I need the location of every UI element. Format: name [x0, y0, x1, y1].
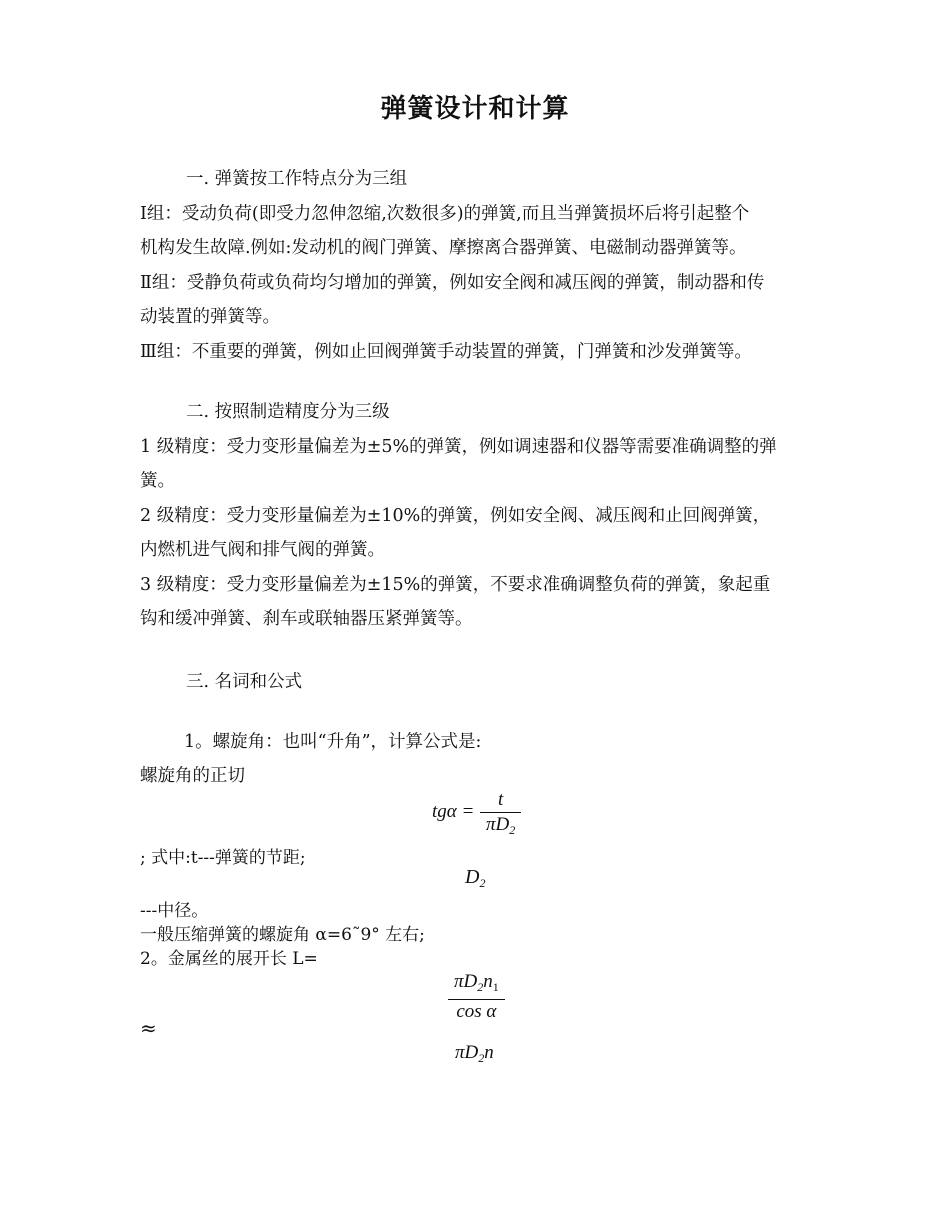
section2-heading: 二. 按照制造精度分为三级 [186, 402, 390, 422]
mean-diameter-description: ---中径。 [140, 901, 209, 921]
mean-diameter-symbol: $D_2$ [465, 866, 486, 890]
level2-text-line1: 2 级精度：受力变形量偏差为±10%的弹簧，例如安全阀、减压阀和止回阀弹簧， [140, 506, 771, 526]
level3-text-line1: 3 级精度：受力变形量偏差为±15%的弹簧，不要求准确调整负荷的弹簧，象起重 [140, 575, 771, 595]
section3-heading: 三. 名词和公式 [186, 672, 303, 692]
section1-heading: 一. 弹簧按工作特点分为三组 [186, 169, 408, 189]
equation2-denominator: cos α [456, 1001, 497, 1022]
tangent-label: 螺旋角的正切 [140, 766, 245, 786]
wire-length-item: 2。金属丝的展开长 L= [140, 949, 318, 969]
equation1-lhs: tgα = [432, 801, 475, 822]
level3-text-line2: 钩和缓冲弹簧、刹车或联轴器压紧弹簧等。 [140, 609, 473, 629]
level1-text-line1: 1 级精度：受力变形量偏差为±5%的弹簧，例如调速器和仪器等需要准确调整的弹 [140, 437, 777, 457]
group2-text-line1: Ⅱ组：受静负荷或负荷均匀增加的弹簧，例如安全阀和减压阀的弹簧，制动器和传 [140, 273, 765, 293]
page-title: 弹簧设计和计算 [380, 94, 570, 124]
group1-text-line2: 机构发生故障.例如:发动机的阀门弹簧、摩擦离合器弹簧、电磁制动器弹簧等。 [140, 238, 747, 258]
pitch-definition: ; 式中:t---弹簧的节距; [140, 848, 306, 868]
group2-text-line2: 动装置的弹簧等。 [140, 307, 280, 327]
equation3: $\pi D_2n$ [455, 1042, 494, 1065]
approx-symbol: ≈ [140, 1016, 157, 1040]
equation2-numerator: $\pi D_2n_1$ [454, 971, 499, 994]
level2-text-line2: 内燃机进气阀和排气阀的弹簧。 [140, 540, 385, 560]
equation1-numerator: t [497, 789, 504, 810]
level1-text-line2: 簧。 [140, 471, 175, 491]
equation2-fraction [448, 970, 505, 1024]
equation1-denominator: $\pi D_2$ [486, 814, 516, 837]
group3-text-line1: Ⅲ组：不重要的弹簧，例如止回阀弹簧手动装置的弹簧，门弹簧和沙发弹簧等。 [140, 342, 752, 362]
equation1-fraction [480, 788, 521, 842]
group1-text-line1: Ⅰ组：受动负荷(即受力忽伸忽缩,次数很多)的弹簧,而且当弹簧损坏后将引起整个 [140, 204, 750, 224]
helix-angle-item: 1。螺旋角：也叫“升角”，计算公式是: [184, 732, 482, 752]
helix-angle-range: 一般压缩弹簧的螺旋角 α=6˜9° 左右; [140, 925, 425, 945]
